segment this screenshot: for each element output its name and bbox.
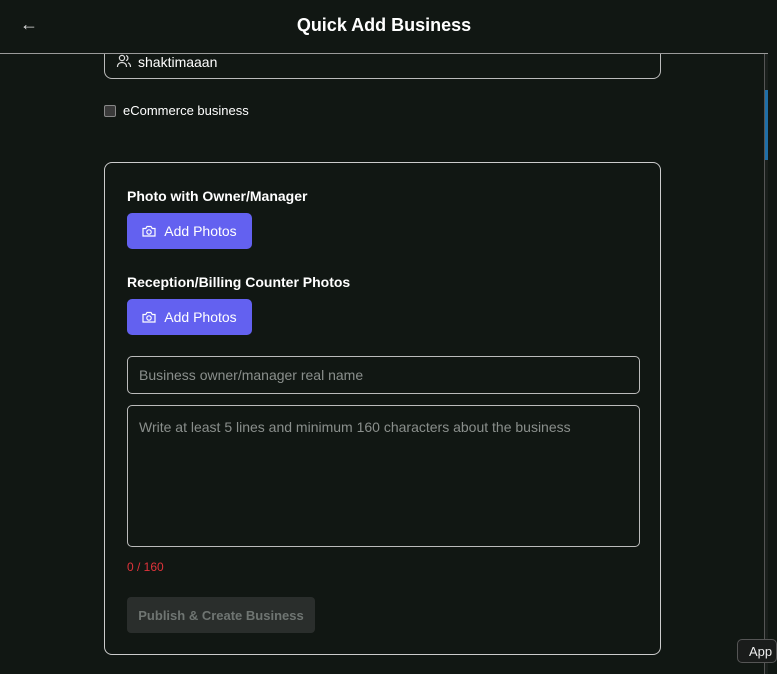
checkbox-box[interactable] [104,105,116,117]
back-arrow-icon[interactable]: ← [20,14,38,34]
app-header [0,0,768,54]
owner-name-input[interactable] [127,356,640,394]
add-photos-label: Add Photos [164,309,237,325]
app-tooltip: App [737,639,777,663]
username-value: shaktimaaan [138,54,218,70]
add-owner-photos-button[interactable] [127,213,252,249]
ecommerce-label: eCommerce business [123,103,249,118]
publish-button[interactable]: Publish & Create Business [127,597,315,633]
camera-icon [142,311,156,323]
reception-photo-label: Reception/Billing Counter Photos [127,274,351,290]
description-textarea[interactable] [127,405,640,547]
window-edge [764,0,768,674]
business-details-card [104,162,661,655]
camera-icon [142,225,156,237]
ecommerce-checkbox[interactable] [104,103,249,118]
users-icon [116,53,132,69]
owner-photo-label: Photo with Owner/Manager [127,188,308,204]
add-photos-label: Add Photos [164,223,237,239]
add-reception-photos-button[interactable] [127,299,252,335]
page-title: Quick Add Business [296,15,472,35]
character-counter: 0 / 160 [127,560,164,574]
